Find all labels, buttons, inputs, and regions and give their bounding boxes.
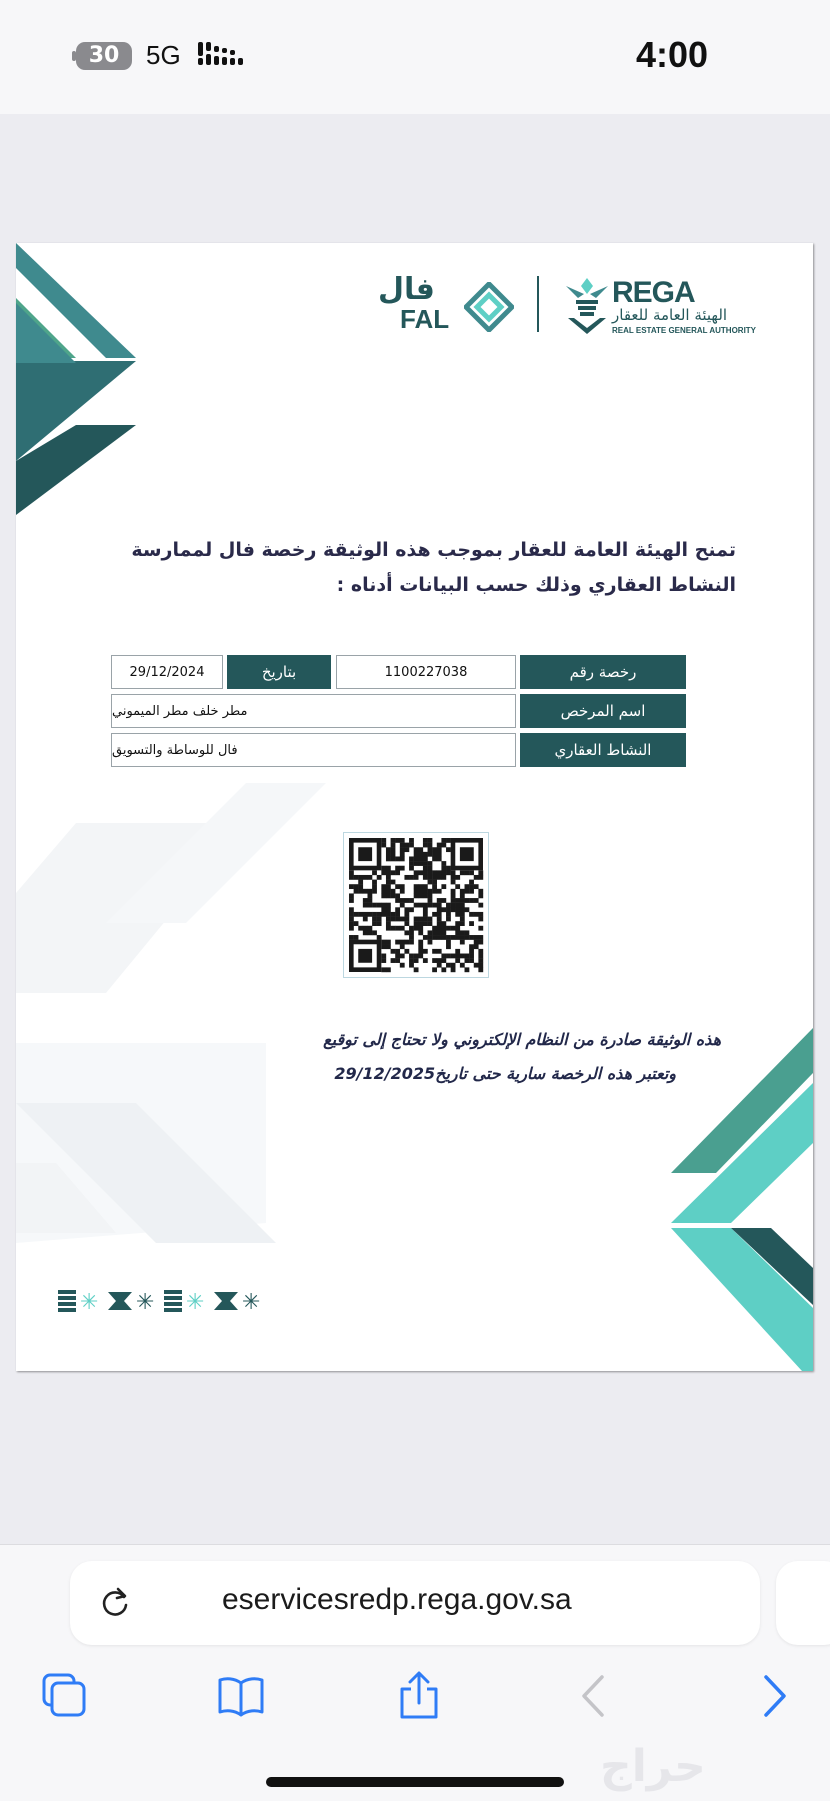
- tabs-icon[interactable]: [40, 1671, 90, 1721]
- share-icon[interactable]: [394, 1671, 444, 1721]
- logo-divider: [537, 276, 539, 332]
- date-value: 29/12/2024: [111, 655, 223, 689]
- rega-logo: [564, 276, 794, 338]
- bookmarks-icon[interactable]: [216, 1671, 266, 1721]
- license-number-value: 1100227038: [336, 655, 516, 689]
- svg-text:✳: ✳: [136, 1290, 155, 1315]
- intro-text: [106, 533, 736, 603]
- status-time: 4:00: [636, 34, 709, 75]
- status-bar: [0, 0, 830, 114]
- forward-icon[interactable]: [748, 1671, 798, 1721]
- license-number-label: رخصة رقم: [520, 655, 686, 689]
- address-bar[interactable]: [70, 1561, 760, 1645]
- rega-logo-english: REAL ESTATE GENERAL AUTHORITY: [612, 326, 757, 335]
- licensee-name-label: اسم المرخص: [520, 694, 686, 728]
- back-icon[interactable]: [570, 1671, 620, 1721]
- date-label: بتاريخ: [227, 655, 331, 689]
- decorative-chevrons: [16, 243, 813, 1371]
- intro-line-1: تمنح الهيئة العامة للعقار بموجب هذه الوثيقة رخصة فال لممارسة: [131, 539, 736, 561]
- next-tab-preview[interactable]: [776, 1561, 830, 1645]
- url-text[interactable]: eservicesredp.rega.gov.sa: [222, 1583, 572, 1616]
- browser-toolbar: [0, 1544, 830, 1801]
- rega-logo-name: REGA: [612, 276, 695, 309]
- fal-logo-latin: FAL: [400, 304, 450, 334]
- licensee-name-value: مطر خلف مطر الميموني: [111, 694, 516, 728]
- intro-line-2: النشاط العقاري وذلك حسب البيانات أدناه :: [336, 574, 736, 596]
- activity-label: النشاط العقاري: [520, 733, 686, 767]
- signal-bars-icon: [198, 38, 246, 72]
- haraj-watermark: حراج: [600, 1741, 706, 1792]
- license-document: [16, 243, 813, 1371]
- svg-text:✳: ✳: [186, 1290, 205, 1315]
- network-type: 5G: [146, 40, 181, 70]
- reload-icon[interactable]: [98, 1585, 132, 1619]
- home-indicator[interactable]: [266, 1777, 564, 1787]
- rega-logo-arabic: الهيئة العامة للعقار: [612, 306, 728, 324]
- fal-logo: [378, 272, 528, 334]
- qr-code: [343, 832, 489, 978]
- validity-note-line-1: هذه الوثيقة صادرة من النظام الإلكتروني ولا تحتاج إلى توقيع: [323, 1030, 721, 1049]
- fal-diamond-icon: [464, 282, 514, 332]
- fal-logo-arabic: فال: [378, 272, 435, 307]
- svg-text:✳: ✳: [242, 1290, 261, 1315]
- activity-value: فال للوساطة والتسويق: [111, 733, 516, 767]
- rega-emblem-icon: [564, 276, 610, 336]
- validity-note: [136, 1023, 721, 1091]
- svg-text:✳: ✳: [80, 1290, 99, 1315]
- battery-indicator: 30: [76, 42, 132, 70]
- validity-note-line-2: وتعتبر هذه الرخصة سارية حتى تاريخ29/12/2025: [334, 1064, 676, 1083]
